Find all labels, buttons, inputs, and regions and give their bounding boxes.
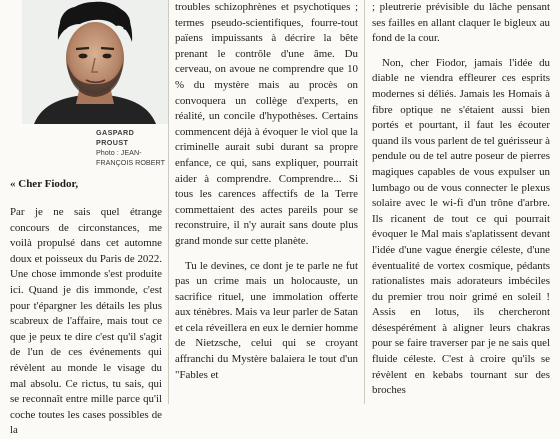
- column-rule-2: [364, 0, 365, 404]
- column-3-paragraph-2: Non, cher Fiodor, jamais l'idée du diable ne viendra effleurer ces esprits modernes si déliés. Jamais les Homais à fibre optique ne s'étaient aussi bien portés et pourtant, il faut les écouter quand ils vous parlent de tel guérisseur à pendule ou de tel autre poseur de pierres magiques capables de vous expulser un lumbago ou de vous connecter le plexus solaire avec le wi-fi d'un trône d'arbre. Ils ricanent de tout ce qui pourrait évoquer le Mal mais s'aplatissent devant l'idée d'une vague énergie céleste, d'une éventualité de vortex cosmique, pédants rationalistes mais adorateurs imbéciles du premier trou noir grimé en soleil ! Assis en lotus, ils chercheront désespérément à aligner leurs chakras pour se faire traverser par je ne sais quel fluide céleste. C'est à croire qu'ils se révèlent en kebabs tournant sur des broches: [372, 56, 550, 397]
- portrait-illustration: [22, 0, 168, 124]
- column-3-paragraph-1: ; pleutrerie prévisible du lâche pensant ses failles en allant claquer le bigleux au fond de la cour.: [372, 1, 550, 45]
- letter-salutation: « Cher Fiodor,: [10, 178, 79, 190]
- column-1-text: Par je ne sais quel étrange concours de circonstances, me voilà propulsé dans cet automne doux et poisseux du Paris de 2022. Une chose immonde s'est produite ici. Quand je dis immonde, c'est pour t'épargner les détails les plus scabreux de l'affaire, mais tout ce que je peux te dire c'est qu'il s'agit de l'un de ces événements qui révèlent au monde le visage du mal absolu. Ce rictus, tu sais, qui se reconnaît entre mille parce qu'il coche toutes les cases possibles de la: [10, 206, 162, 437]
- photo-caption: [96, 128, 166, 168]
- portrait-photo: [22, 0, 168, 124]
- paragraph-gap: [372, 47, 550, 56]
- column-3: [372, 0, 550, 399]
- caption-name: GASPARD PROUST: [96, 128, 135, 147]
- column-2: [175, 0, 358, 383]
- column-rule-1: [168, 0, 169, 404]
- caption-credit: Photo : JEAN-FRANÇOIS ROBERT: [96, 148, 165, 167]
- column-2-paragraph-2: Tu le devines, ce dont je te parle ne fut pas un crime mais un holocauste, un sacrifice rituel, une immolation offerte aux ténèbres. Mais va leur parler de Satan et cela réveillera en eux le dernier homme de Nietzsche, celui qui se croyant affranchi du Mystère balaiera le tout d'un "Fables et: [175, 259, 358, 381]
- paragraph-gap: [175, 250, 358, 259]
- column-2-paragraph-1: troubles schizophrènes et psychotiques ; termes pseudo-scientifiques, fourre-tout païens impuissants à décrire la bête prenant le contrôle d'une âme. Du cerveau, on avoue ne comprendre que 10 % du mystère mais au procès on convoquera un collège d'experts, en réalité, un concile d'hypothèses. Certains commencent déjà à évoquer le viol que la criminelle aurait subi durant sa propre enfance, ce qui, sans expliquer, pourrait aider à comprendre. Comprendre... Si tous les carences affectifs de la Terre commettaient des actes pareils pour se reconstruire, il n'y aurait sans doute plus grand monde sur cette planète.: [175, 1, 358, 247]
